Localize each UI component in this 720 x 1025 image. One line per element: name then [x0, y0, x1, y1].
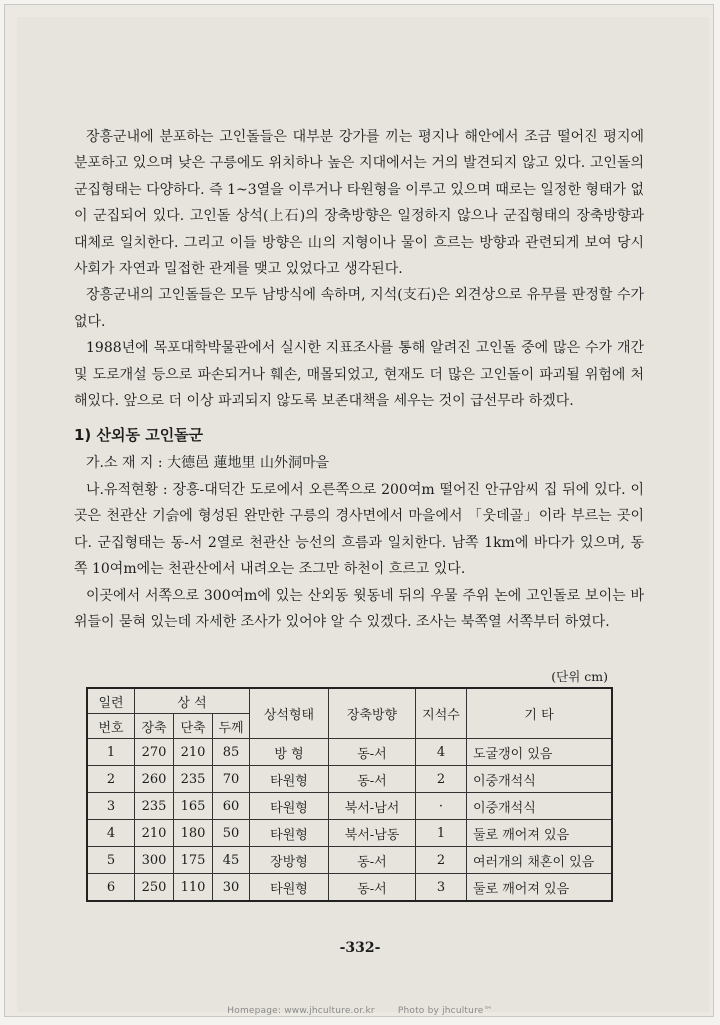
cell-direction: 동-서 — [329, 847, 416, 874]
dolmen-table — [86, 687, 613, 902]
cell-thickness: 85 — [213, 739, 250, 766]
location-line: 가.소 재 지 : 大德邑 蓮地里 山外洞마을 — [86, 455, 330, 472]
table-header-row — [87, 688, 612, 714]
cell-no: 4 — [87, 820, 135, 847]
footer-homepage: Homepage: www.jhculture.or.kr — [227, 1006, 375, 1016]
cell-support: 1 — [416, 820, 467, 847]
paragraph-3: 1988년에 목포대학박물관에서 실시한 지표조사를 통해 알려진 고인돌 중에 많은 수가 개간 및 도로개설 등으로 파손되거나 훼손, 매몰되었고, 현재도 더 많은 고인돌이 파괴될 위험에 처해있다. 앞으로 더 이상 파괴되지 않도록 보존대책을 세우는 것이 급선무라 하겠다. — [74, 340, 644, 410]
cell-width: 210 — [174, 739, 213, 766]
cell-length: 235 — [135, 793, 174, 820]
cell-width: 235 — [174, 766, 213, 793]
header-stone: 상 석 — [135, 688, 250, 714]
page-number: -332- — [339, 940, 381, 956]
cell-direction: 동-서 — [329, 874, 416, 902]
cell-thickness: 45 — [213, 847, 250, 874]
header-width: 단축 — [174, 714, 213, 739]
table-row — [87, 847, 612, 874]
cell-no: 6 — [87, 874, 135, 902]
body-text — [74, 124, 644, 635]
cell-direction: 동-서 — [329, 739, 416, 766]
footer-photo-credit: Photo by jhculture™ — [397, 1006, 493, 1016]
header-etc: 기 타 — [467, 688, 613, 739]
cell-direction: 북서-남동 — [329, 820, 416, 847]
section-heading: 1) 산외동 고인돌군 — [74, 426, 204, 445]
header-direction: 장축방향 — [329, 688, 416, 739]
cell-shape: 타원형 — [250, 793, 329, 820]
cell-shape: 방 형 — [250, 739, 329, 766]
cell-etc: 이중개석식 — [467, 766, 613, 793]
cell-width: 175 — [174, 847, 213, 874]
header-shape: 상석형태 — [250, 688, 329, 739]
cell-support: 3 — [416, 874, 467, 902]
cell-thickness: 50 — [213, 820, 250, 847]
cell-etc: 둘로 깨어져 있음 — [467, 820, 613, 847]
cell-direction: 북서-남서 — [329, 793, 416, 820]
header-no-bottom: 번호 — [87, 714, 135, 739]
paragraph-2: 장흥군내의 고인돌들은 모두 남방식에 속하며, 지석(支石)은 외견상으로 유무를 판정할 수가 없다. — [74, 287, 644, 330]
cell-etc: 여러개의 채혼이 있음 — [467, 847, 613, 874]
status-paragraph: 나.유적현황 : 장흥-대덕간 도로에서 오른쪽으로 200여m 떨어진 안규암씨 집 뒤에 있다. 이곳은 천관산 기슭에 형성된 완만한 구릉의 경사면에서 마을에서 「웃데골」이라 부르는 곳이다. 군집형태는 동-서 2열로 천관산 능선의 흐름과 일치한다. 남쪽 1km에 바다가 있으며, 동쪽 10여m에는 천관산에서 내려오는 조그만 하천이 흐르고 있다. — [74, 481, 644, 578]
cell-shape: 타원형 — [250, 766, 329, 793]
header-thickness: 두께 — [213, 714, 250, 739]
paragraph-1: 장흥군내에 분포하는 고인돌들은 대부분 강가를 끼는 평지나 해안에서 조금 떨어진 평지에 분포하고 있으며 낮은 구릉에도 위치하나 높은 지대에서는 거의 발견되지 않고 있다. 고인돌의 군집형태는 다양하다. 즉 1~3열을 이루거나 타원형을 이루고 있으며 때로는 일정한 형태가 없이 군집되어 있다. 고인돌 상석(上石)의 장축방향은 일정하지 않으나 군집형태의 장축방향과 대체로 일치한다. 그리고 이들 방향은 山의 지형이나 물이 흐르는 방향과 관련되게 보여 당시 사회가 자연과 밀접한 관계를 맺고 있었다고 생각된다. — [74, 129, 644, 278]
table-row — [87, 739, 612, 766]
header-support: 지석수 — [416, 688, 467, 739]
cell-support: · — [416, 793, 467, 820]
cell-length: 260 — [135, 766, 174, 793]
cell-thickness: 70 — [213, 766, 250, 793]
cell-width: 165 — [174, 793, 213, 820]
cell-etc: 이중개석식 — [467, 793, 613, 820]
cell-no: 1 — [87, 739, 135, 766]
cell-support: 2 — [416, 847, 467, 874]
cell-length: 250 — [135, 874, 174, 902]
cell-etc: 도굴갱이 있음 — [467, 739, 613, 766]
cell-shape: 타원형 — [250, 874, 329, 902]
cell-no: 3 — [87, 793, 135, 820]
cell-support: 4 — [416, 739, 467, 766]
header-length: 장축 — [135, 714, 174, 739]
table-row — [87, 766, 612, 793]
header-no-top: 일련 — [87, 688, 135, 714]
cell-thickness: 60 — [213, 793, 250, 820]
note-paragraph: 이곳에서 서쪽으로 300여m에 있는 산외동 윗동네 뒤의 우물 주위 논에 고인돌로 보이는 바위들이 묻혀 있는데 자세한 조사가 있어야 알 수 있겠다. 조사는 북쪽열 서쪽부터 하였다. — [74, 587, 644, 630]
cell-width: 110 — [174, 874, 213, 902]
table-row — [87, 793, 612, 820]
cell-length: 300 — [135, 847, 174, 874]
table-row — [87, 874, 612, 902]
cell-etc: 둘로 깨어져 있음 — [467, 874, 613, 902]
cell-shape: 장방형 — [250, 847, 329, 874]
table-row — [87, 820, 612, 847]
cell-shape: 타원형 — [250, 820, 329, 847]
cell-length: 210 — [135, 820, 174, 847]
unit-label: (단위 cm) — [551, 669, 608, 684]
cell-width: 180 — [174, 820, 213, 847]
cell-direction: 동-서 — [329, 766, 416, 793]
cell-no: 2 — [87, 766, 135, 793]
cell-thickness: 30 — [213, 874, 250, 902]
cell-support: 2 — [416, 766, 467, 793]
cell-no: 5 — [87, 847, 135, 874]
footer-credits — [0, 1006, 720, 1016]
cell-length: 270 — [135, 739, 174, 766]
